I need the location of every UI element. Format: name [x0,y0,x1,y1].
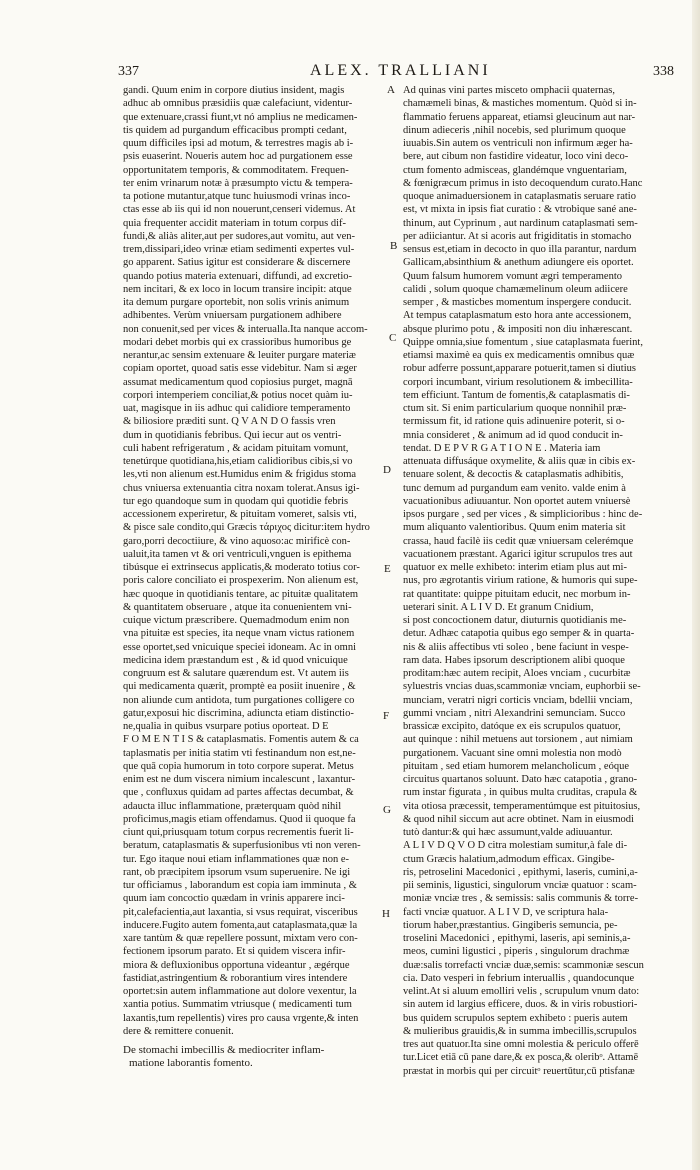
text-line: sin autem id largius efficere, duos. & in viris robustiori- [403,999,638,1011]
margin-letter-h: H [382,908,390,920]
text-line: & mulieribus grauidis,& in summa imbecillis,scrupulos [403,1025,637,1037]
text-line: miora & defluxionibus opportuna videantur , ægérque [123,959,350,971]
text-line: bere, aut cibum non fastidire videatur, loco vini deco- [403,151,629,163]
text-line: dere & remittere conuenit. [123,1025,234,1037]
text-line: quoque animaduersionem in cataplasmatis seruare ratio [403,191,636,202]
text-line: vacuationibus adiuuantur. Non oportet autem vniuersè [403,495,631,507]
text-line: robur adferre possunt,apparare potuerit,tamen si diutius [403,363,636,375]
margin-letter-b: B [390,240,398,252]
text-line: & fœnigræcum primus in isto decoquendum curato.Hanc [403,177,643,189]
text-line: poris calore conciliato ei prospexerim. Non alienum est, [123,575,359,587]
text-line: matione laborantis fomento. [129,1057,253,1070]
text-line: vacuationem præstant. Agarici igitur scrupulos tres aut [403,548,633,560]
text-line: ter enim vrinarum notæ à præsumpto victu & tempera- [123,177,353,189]
margin-letter-e: E [384,563,391,575]
margin-letter-d: D [383,464,391,476]
text-line: termissum fit, id ratione quis adinuenire poterit, si o- [403,416,625,428]
text-line: & pisce sale condito,qui Græcis τάριχος dicitur:item hydro [123,522,370,534]
text-line: gatur,exposui hic discrimina, adiuncta etiam distinctio- [123,707,354,719]
text-line: ne,qualia in quibus vsurpare potius oporteat. D E [123,721,329,732]
page-number-left: 337 [118,64,139,79]
text-line: que extenuare,crassi fiunt,vt nó amplius ne medicamen- [123,111,358,123]
text-line: sensus est,etiam in decocto in quo illa parantur, nardum [403,244,637,255]
text-line: flammatio feruens appareat, etiamsi gleucinum aut nar- [403,111,636,123]
text-line: culi habent refrigeratum , & acidam pituitam vomunt, [123,442,349,454]
text-line: proficimus,magis etiam offendamus. Quod ii quoque fa [123,813,356,825]
text-line: hæc quoque in quotidianis tentare, ac pituitæ qualitatem [123,588,359,600]
text-line: xare tantùm & quæ repellere possunt, mixtam vero con- [123,933,358,944]
text-line: tendat. D E P V R G A T I O N E . Materia iam [403,442,601,454]
text-line: gandi. Quum enim in corpore diutius insident, magis [123,85,345,96]
text-line: moniæ vnciæ tres , & semissis: salis communis & torre- [403,893,639,905]
text-line: taplasmatis per initia statim vti festinandum non est,ne- [123,747,356,759]
text-line: circuitus quartanos soluunt. Dato hæc catapotia , grano- [403,774,638,785]
text-line: rat quantitate: quippe pituitam educit, nec morbum in- [403,588,631,600]
text-line: ctum sit. Si enim particularium quoque nonnihil præ- [403,403,627,414]
text-line: corpori intemperiem conciliat,& potius nocet quàm iu- [123,389,353,401]
text-line: tur. Ego itaque noui etiam inflammationes quæ non e- [123,853,349,865]
text-line: ctas esse ab iis qui id non nouerunt,censeri videmus. At [123,204,356,216]
text-line: quatuor ex melle exhibeto: interim etiam plus aut mi- [403,562,627,573]
text-line: dum in quotidianis febribus. Qui iecur aut os ventri- [123,429,342,441]
text-line: duæ:salis torrefacti vnciæ duæ,semis: scammoniæ sescun [403,959,644,971]
text-line: go apparent. Satius igitur est considerare & discernere [123,257,351,269]
text-line: modari debet morbis qui ex crassioribus humoribus ge [123,336,352,348]
text-line: quum iam concoctio quædam in vrinis apparere inci- [123,893,345,905]
text-line: purgationem. Vacuant sine omni molestia non modò [403,747,622,759]
text-line: nus, pro ægrotantis virium ratione, & humoris qui supe- [403,575,638,587]
page-header [112,62,692,84]
right-column [403,84,663,1078]
text-line: A L I V D Q V O D citra molestiam sumitur,à fale di- [403,840,628,852]
text-line: iuuabis.Sin autem os ventriculi non infirmum æger ha- [403,138,633,149]
text-line: adhibentes. Verùm vniuersam purgationem adhibere [123,310,342,322]
margin-letter-a: A [387,84,395,96]
running-title: ALEX. TRALLIANI [310,62,491,79]
text-line: bus quidem scrupulos septem exhibeto : pueris autem [403,1012,628,1024]
text-line: ciunt qui,priusquam totum corpus recrementis fuerit li- [123,827,354,838]
text-line: præstat in morbis qui per circuitᵒ reuertūtur,cū ptisfanæ [403,1065,635,1077]
text-line: nem incitari, & ex loco in locum transire incipit: atque [123,283,352,295]
text-line: ipsos purgare , sed per vices , & simplicioribus : hinc de- [403,509,643,520]
text-line: oportet:sin autem inflammatione aut dolore vexentur, la [123,986,357,997]
text-line: tenuare solent, & decoctis & cataplasmatis adhibitis, [403,469,624,481]
text-line: tiorum haber,præstantius. Gingiberis semuncia, pe- [403,919,618,931]
text-line: mnia consideret , & animum ad id quod conducit in- [403,429,623,441]
left-column [123,84,383,1071]
text-line: rant, ob præcipitem ipsorum vsum superuenire. Ne igi [123,866,351,878]
text-line: fectionem ipsorum parato. Et si quidem viscera infir- [123,946,346,958]
margin-letter-c: C [389,332,397,344]
text-line: fastidiat,astringentium & roborantium vires intendere [123,972,348,984]
text-line: thinum, aut Cyprinum , aut nardinum cataplasmati sem- [403,217,638,229]
text-line: medicina idem præstandum est , & id quod vnicuique [123,654,348,666]
text-line: facti vnciæ quatuor. A L I V D, ve scriptura hala- [403,906,609,918]
text-line: nis & aliis affectibus vti soleo , bene faciunt in vespe- [403,641,629,653]
page-edge-shadow [692,0,700,1170]
text-line: & biliosiore præditi sunt. Q V A N D O fassis vren [123,416,336,428]
text-line: ris, petroselini Macedonici , epithymi, laseris, cumini,a- [403,866,638,878]
text-line: vna pituitæ est species, ita neque vnam victus rationem [123,628,355,640]
text-line: copiam oportet, quoad satis esse videbitur. Nam si æger [123,363,357,375]
text-line: corpori incumbant, virium resolutionem & imbecillita- [403,376,633,388]
text-line: & quantitatem obseruare , atque ita conuenientem vni- [123,601,352,613]
text-line: rum instar figurata , in quibus multa cruditas, crapula & [403,787,638,799]
text-line: beratum, cataplasmatis & superfusionibus vti non veren- [123,840,361,852]
text-line: non aliunde cum antidota, tum purgationes colligere co [123,694,355,706]
text-line: enim est ne dum viscera nimium incalescunt , laxantur- [123,774,356,785]
text-line: vita otiosa præcessit, temperamentúmque est pituitosius, [403,800,641,812]
text-line: garo,porri decoctiiure, & vino aquoso:ac mirificè con- [123,535,351,547]
text-line: Quum falsum humorem vomunt ægri temperamento [403,270,623,282]
text-line: quum difficiles ipsi ad motum, & terrestres magis ab i- [123,138,354,149]
text-line: tis quidem ad purgandum efficacibus prompti cedant, [123,124,347,136]
text-line: tunc demum ad purgandum eam venito. valde enim à [403,482,626,494]
text-line: troselini Macedonici , epithymi, laseris, api seminis,a- [403,933,631,944]
text-line: adaucta illuc inflammatione, præterquam quòd nihil [123,800,342,812]
text-line: F O M E N T I S & cataplasmatis. Fomentis autem & ca [123,734,359,746]
text-line: tutò dantur:& qui hæc assumunt,valde adiuuantur. [403,827,613,838]
page-number-right: 338 [653,64,674,79]
text-line: per adiiciantur. At si acoris aut frigiditatis in stomacho [403,230,632,242]
text-line: absque plurimo potu , & impositi non diu inhærescant. [403,323,633,335]
text-line: opportunitatem temporis, & commoditatem. Frequen- [123,164,349,176]
margin-letter-f: F [383,710,390,722]
text-line: tibúsque ei extrinsecus applicatis,& moderato totius cor- [123,562,360,573]
text-line: psis euaserint. Noueris autem hoc ad purgationem esse [123,151,353,163]
text-line: attenuata diffusáque oxymelite, & aliis quæ in cibis ex- [403,456,636,467]
text-line: dinum adieceris ,nihil nocebis, sed plurimum quoque [403,124,626,136]
text-line: tenetúrque quotidiana,his,etiam calidioribus cibis,si vo [123,456,353,467]
text-line: adhuc ab omnibus præsidiis quæ calefaciunt, videntur- [123,98,353,110]
text-line: si post concoctionem datur, diuturnis quotidianis me- [403,615,627,626]
text-line: que , confluxus quidam ad partes affectas decumbat, & [123,787,354,799]
text-line: syluestris vncias duas,scammoniæ vnciam, euphorbii se- [403,681,641,693]
text-line: mum aliquanto valentioribus. Quum enim materia sit [403,522,626,534]
text-line: est, vt mixta in ipsis fiat curatio : & vtrobique sané ane- [403,204,637,216]
text-line: pit,calefacientia,aut laxantia, si vsus requirat, visceribus [123,906,358,918]
text-line: pituitam , sed etiam humorem melancholicum , eóque [403,760,629,772]
text-line: cia. Dato vesperi in febrium interuallis , quandocunque [403,972,635,984]
text-line: ctum fomento admisceas, glandémque vnguentariam, [403,164,627,176]
text-line: ctum Græcis halatium,admodum efficax. Gingibe- [403,853,615,865]
text-line: proditam:hæc autem recipit, Aloes vnciam , cucurbitæ [403,668,631,679]
text-line: meos, cumini ligustici , piperis , singulorum drachmæ [403,946,630,958]
text-line: aut quinque : nihil metuens aut torsionem , aut nimiam [403,734,633,746]
text-line: chamæmeli binas, & mastiches momentum. Quòd si in- [403,98,637,110]
text-line: tur.Licet etiā cū pane dare,& ex posca,& oleribᵒ. Attamē [403,1052,639,1064]
text-line: & quod nihil siccum aut acre obtinet. Nam in eiusmodi [403,813,634,825]
text-line: accessionem experiretur, & pituitam vomeret, salsis vti, [123,509,357,520]
text-line: ram data. Habes ipsorum descriptionem alibi quoque [403,654,625,666]
text-line: tres aut quatuor.Ita sine omni molestia & periculo offerē [403,1039,639,1050]
text-line: cuique victum præscribere. Quemadmodum enim non [123,615,350,626]
text-line: tur ego quandoque sum in quodam qui quotidie febris [123,495,349,507]
text-line: At tempus cataplasmatum esto hora ante accessionem, [403,310,632,322]
text-line: laxantis,tum repellentis) vires pro causa vrgente,& inten [123,1012,359,1024]
text-line: ualuit,ita tamen vt & ori ventriculi,vnguen is epithema [123,548,352,560]
text-line: ta potione mutantur,atque tunc huiusmodi vrinas inco- [123,191,351,202]
text-line: velint.At si aluum emolliri velis , scrupulum vnum dato: [403,986,640,997]
text-line: Gallicam,absinthium & anethum adiungere eis oportet. [403,257,634,269]
text-line: chus vniuersa extenuantia citra noxam tolerat.Ansus igi- [123,482,360,494]
text-line: que quā copia humorum in toto corpore superat. Metus [123,760,354,772]
text-line: pii seminis, ligustici, singulorum vnciæ quatuor : scam- [403,880,637,891]
text-line: non conuenit,sed per vices & interualla.Ita nanque accom- [123,323,368,335]
text-line: xantia potius. Summatim vtriusque ( medicamenti tum [123,999,352,1011]
text-line: Quippe omnia,siue fomentum , siue cataplasmata fuerint, [403,336,643,348]
text-line: quando potius materia extenuari, diffundi, ad excretio- [123,270,352,282]
text-line: tur officiamus , laborandum est copia iam imminuta , & [123,880,357,891]
text-line: gummi vnciam , nitri Alexandrini semunciam. Succo [403,707,626,719]
text-line: esse oportet,sed vnicuique speciei idoneam. Ac in omni [123,641,356,653]
text-line: etiamsi maximè ea quis ex medicamentis omnibus quæ [403,350,635,361]
margin-letter-g: G [383,804,391,816]
text-line: uat, magisque in iis adhuc qui calidiore temperamento [123,403,351,414]
text-line: ita demum purgare oportebit, non solis vrinis animum [123,297,350,308]
text-line: detur. Adhæc catapotia quibus ego semper & in quarta- [403,628,635,640]
text-line: les,vti non alienum est.Humidus enim & frigidus stoma [123,469,357,481]
text-line: congruum est & salutare quærendum est. Vt autem iis [123,668,349,679]
text-line: semper , & masticbes momentum inspergere conducit. [403,297,632,308]
text-line: assumat medicamentum quod copiosius purget, magnā [123,376,353,388]
text-line: tem efficiunt. Tantum de fomentis,& cataplasmatis di- [403,389,630,401]
text-line: inducere.Fugito autem fomenta,aut cataplasmata,quæ la [123,919,358,931]
text-line: trem,dissipari,ideo vrinæ etiam sedimenti expertes vul- [123,244,355,255]
text-line: quia frequenter accidit materiam in totum corpus dif- [123,217,347,229]
text-line: brassicæ excipito, datóque ex eis scrupulos quatuor, [403,721,621,732]
text-line: ueterari sinit. A L I V D. Et granum Cnidium, [403,601,594,613]
text-line: crassa, haud facilè iis cedit quæ vniuersam celerémque [403,535,634,547]
text-line: nerantur,ac sensim extenuare & leuiter purgare materiæ [123,350,356,361]
text-line: fundi,& aliàs aliter,aut per sudores,aut vomitu, aut ven- [123,230,355,242]
text-line: qui medicamenta quærit, promptè ea posiit inuenire , & [123,681,356,693]
text-line: De stomachi imbecillis & mediocriter inflam- [123,1044,325,1056]
text-line: Ad quinas vini partes misceto omphacii quaternas, [403,85,615,96]
text-line: calidi , solum quoque chamæmelinum oleum adiicere [403,283,628,295]
text-line: munciam, veratri nigri corticis vnciam, bdellii vnciam, [403,694,633,706]
